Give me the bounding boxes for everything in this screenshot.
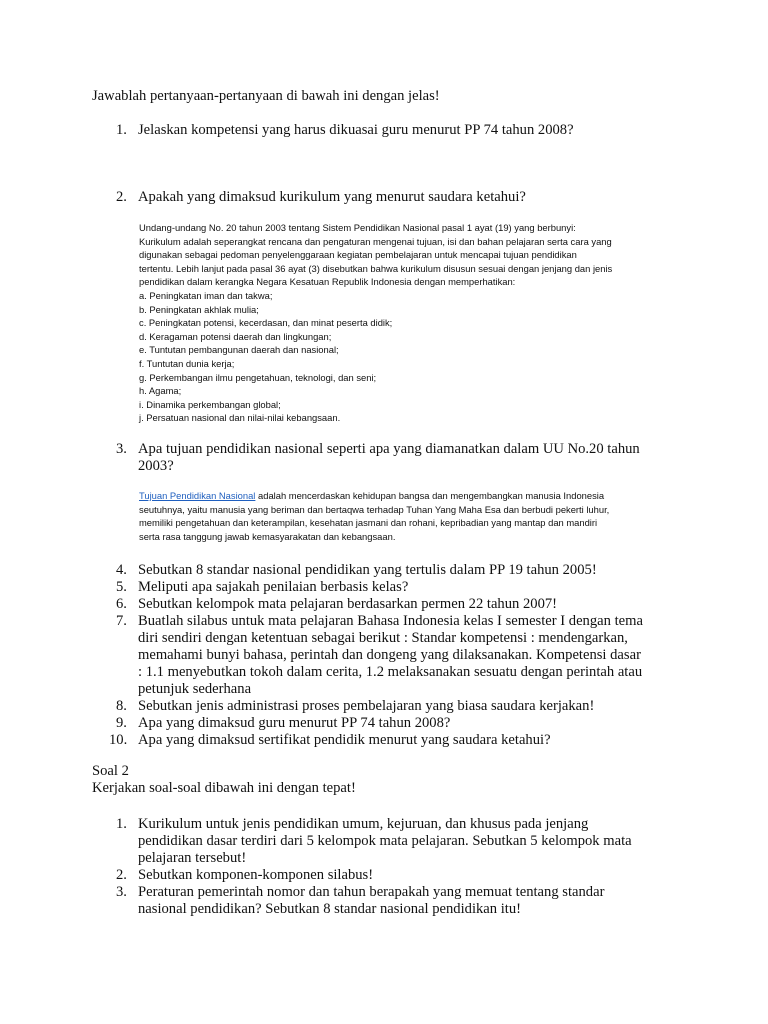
question-text: Apa yang dimaksud sertifikat pendidik menurut yang saudara ketahui?	[138, 732, 551, 748]
soal2-question-2	[116, 867, 676, 884]
tujuan-pendidikan-link[interactable]: Tujuan Pendidikan Nasional	[139, 490, 256, 501]
list-item: f. Tuntutan dunia kerja;	[139, 357, 235, 369]
question-number: 8.	[116, 698, 127, 714]
question-number: 5.	[116, 579, 127, 595]
question-number: 2.	[116, 867, 127, 883]
question-text: 2003?	[138, 458, 174, 474]
question-text: Kurikulum untuk jenis pendidikan umum, kejuruan, dan khusus pada jenjang	[138, 816, 589, 832]
answer-line: memiliki pengetahuan dan keterampilan, kesehatan jasmani dan rohani, kepribadian yang mantap dan mandiri	[139, 517, 598, 529]
instruction-text: Jawablah pertanyaan-pertanyaan di bawah ini dengan jelas!	[92, 88, 440, 104]
answer-line: pendidikan dalam kerangka Negara Kesatuan Republik Indonesia dengan memperhatikan:	[139, 276, 516, 288]
answer-line: tertentu. Lebih lanjut pada pasal 36 ayat (3) disebutkan bahwa kurikulum disusun sesuai dengan jenjang dan jenis	[139, 262, 613, 274]
list-item: i. Dinamika perkembangan global;	[139, 398, 281, 410]
question-text: Jelaskan kompetensi yang harus dikuasai guru menurut PP 74 tahun 2008?	[138, 122, 574, 138]
list-item: h. Agama;	[139, 385, 182, 397]
question-number: 2.	[116, 189, 127, 205]
answer-line: serta rasa tanggung jawab kemasyarakatan dan kebangsaan.	[139, 530, 396, 542]
question-text: Sebutkan 8 standar nasional pendidikan yang tertulis dalam PP 19 tahun 2005!	[138, 562, 597, 578]
question-number: 4.	[116, 562, 127, 578]
list-item: d. Keragaman potensi daerah dan lingkungan;	[139, 330, 332, 342]
question-text: Sebutkan komponen-komponen silabus!	[138, 867, 374, 883]
list-item: a. Peningkatan iman dan takwa;	[139, 289, 273, 301]
question-6	[116, 596, 676, 613]
question-number: 6.	[116, 596, 127, 612]
question-text: Sebutkan kelompok mata pelajaran berdasarkan permen 22 tahun 2007!	[138, 596, 558, 612]
question-4	[116, 562, 676, 579]
answer-text: adalah mencerdaskan kehidupan bangsa dan mengembangkan manusia Indonesia	[255, 490, 605, 501]
question-3	[116, 441, 676, 475]
section-soal-2	[92, 763, 356, 797]
question-number: 7.	[116, 613, 127, 629]
answer-line: Kurikulum adalah seperangkat rencana dan pengaturan mengenai tujuan, isi dan bahan pelajaran serta cara yang	[139, 235, 612, 247]
question-text: Apakah yang dimaksud kurikulum yang menurut saudara ketahui?	[138, 189, 526, 205]
question-text: memahami bunyi bahasa, perintah dan dongeng yang dilaksanakan. Kompetensi dasar	[138, 647, 641, 663]
question-1	[116, 122, 676, 139]
question-5	[116, 579, 676, 596]
question-text: petunjuk sederhana	[138, 681, 252, 697]
question-number: 3.	[116, 441, 127, 457]
question-number: 9.	[116, 715, 127, 731]
question-text: Peraturan pemerintah nomor dan tahun berapakah yang memuat tentang standar	[138, 884, 605, 900]
question-10	[109, 732, 676, 749]
list-item: b. Peningkatan akhlak mulia;	[139, 303, 259, 315]
question-text: pendidikan dasar terdiri dari 5 kelompok mata pelajaran. Sebutkan 5 kelompok mata	[138, 833, 632, 849]
question-text: : 1.1 menyebutkan tokoh dalam cerita, 1.2 melaksanakan sesuatu dengan perintah atau	[138, 664, 643, 680]
question-text: Sebutkan jenis administrasi proses pembelajaran yang biasa saudara kerjakan!	[138, 698, 595, 714]
question-9	[116, 715, 676, 732]
list-item: c. Peningkatan potensi, kecerdasan, dan minat peserta didik;	[139, 317, 393, 329]
answer-line: seutuhnya, yaitu manusia yang beriman dan bertaqwa terhadap Tuhan Yang Maha Esa dan berbudi pekerti luhur,	[139, 503, 610, 515]
question-text: Buatlah silabus untuk mata pelajaran Bahasa Indonesia kelas I semester I dengan tema	[138, 613, 643, 629]
question-8	[116, 698, 676, 715]
list-item: e. Tuntutan pembangunan daerah dan nasional;	[139, 344, 339, 356]
answer-line: digunakan sebagai pedoman penyelenggaraan kegiatan pembelajaran untuk mencapai tujuan pendidikan	[139, 249, 577, 261]
answer-2	[139, 221, 699, 425]
list-item: j. Persatuan nasional dan nilai-nilai kebangsaan.	[139, 412, 341, 424]
soal2-question-1	[116, 816, 676, 867]
answer-line	[139, 489, 699, 503]
question-text: Apa tujuan pendidikan nasional seperti apa yang diamanatkan dalam UU No.20 tahun	[138, 441, 640, 457]
answer-3	[139, 489, 699, 543]
question-text: pelajaran tersebut!	[138, 850, 247, 866]
answer-line: Undang-undang No. 20 tahun 2003 tentang Sistem Pendidikan Nasional pasal 1 ayat (19) yang berbunyi:	[139, 222, 576, 233]
question-7	[116, 613, 676, 698]
question-2	[116, 189, 676, 206]
question-number: 3.	[116, 884, 127, 900]
question-number: 1.	[116, 816, 127, 832]
list-item: g. Perkembangan ilmu pengetahuan, teknologi, dan seni;	[139, 371, 377, 383]
question-number: 1.	[116, 122, 127, 138]
soal2-question-3	[116, 884, 676, 918]
question-text: Meliputi apa sajakah penilaian berbasis kelas?	[138, 579, 409, 595]
question-text: nasional pendidikan? Sebutkan 8 standar nasional pendidikan itu!	[138, 901, 521, 917]
question-text: diri sendiri dengan ketentuan sebagai berikut : Standar kompetensi : mendengarkan,	[138, 630, 628, 646]
section-title: Soal 2	[92, 763, 129, 779]
question-number: 10.	[109, 732, 128, 748]
section-instruction: Kerjakan soal-soal dibawah ini dengan tepat!	[92, 780, 356, 796]
curriculum-list	[139, 289, 699, 425]
question-text: Apa yang dimaksud guru menurut PP 74 tahun 2008?	[138, 715, 451, 731]
